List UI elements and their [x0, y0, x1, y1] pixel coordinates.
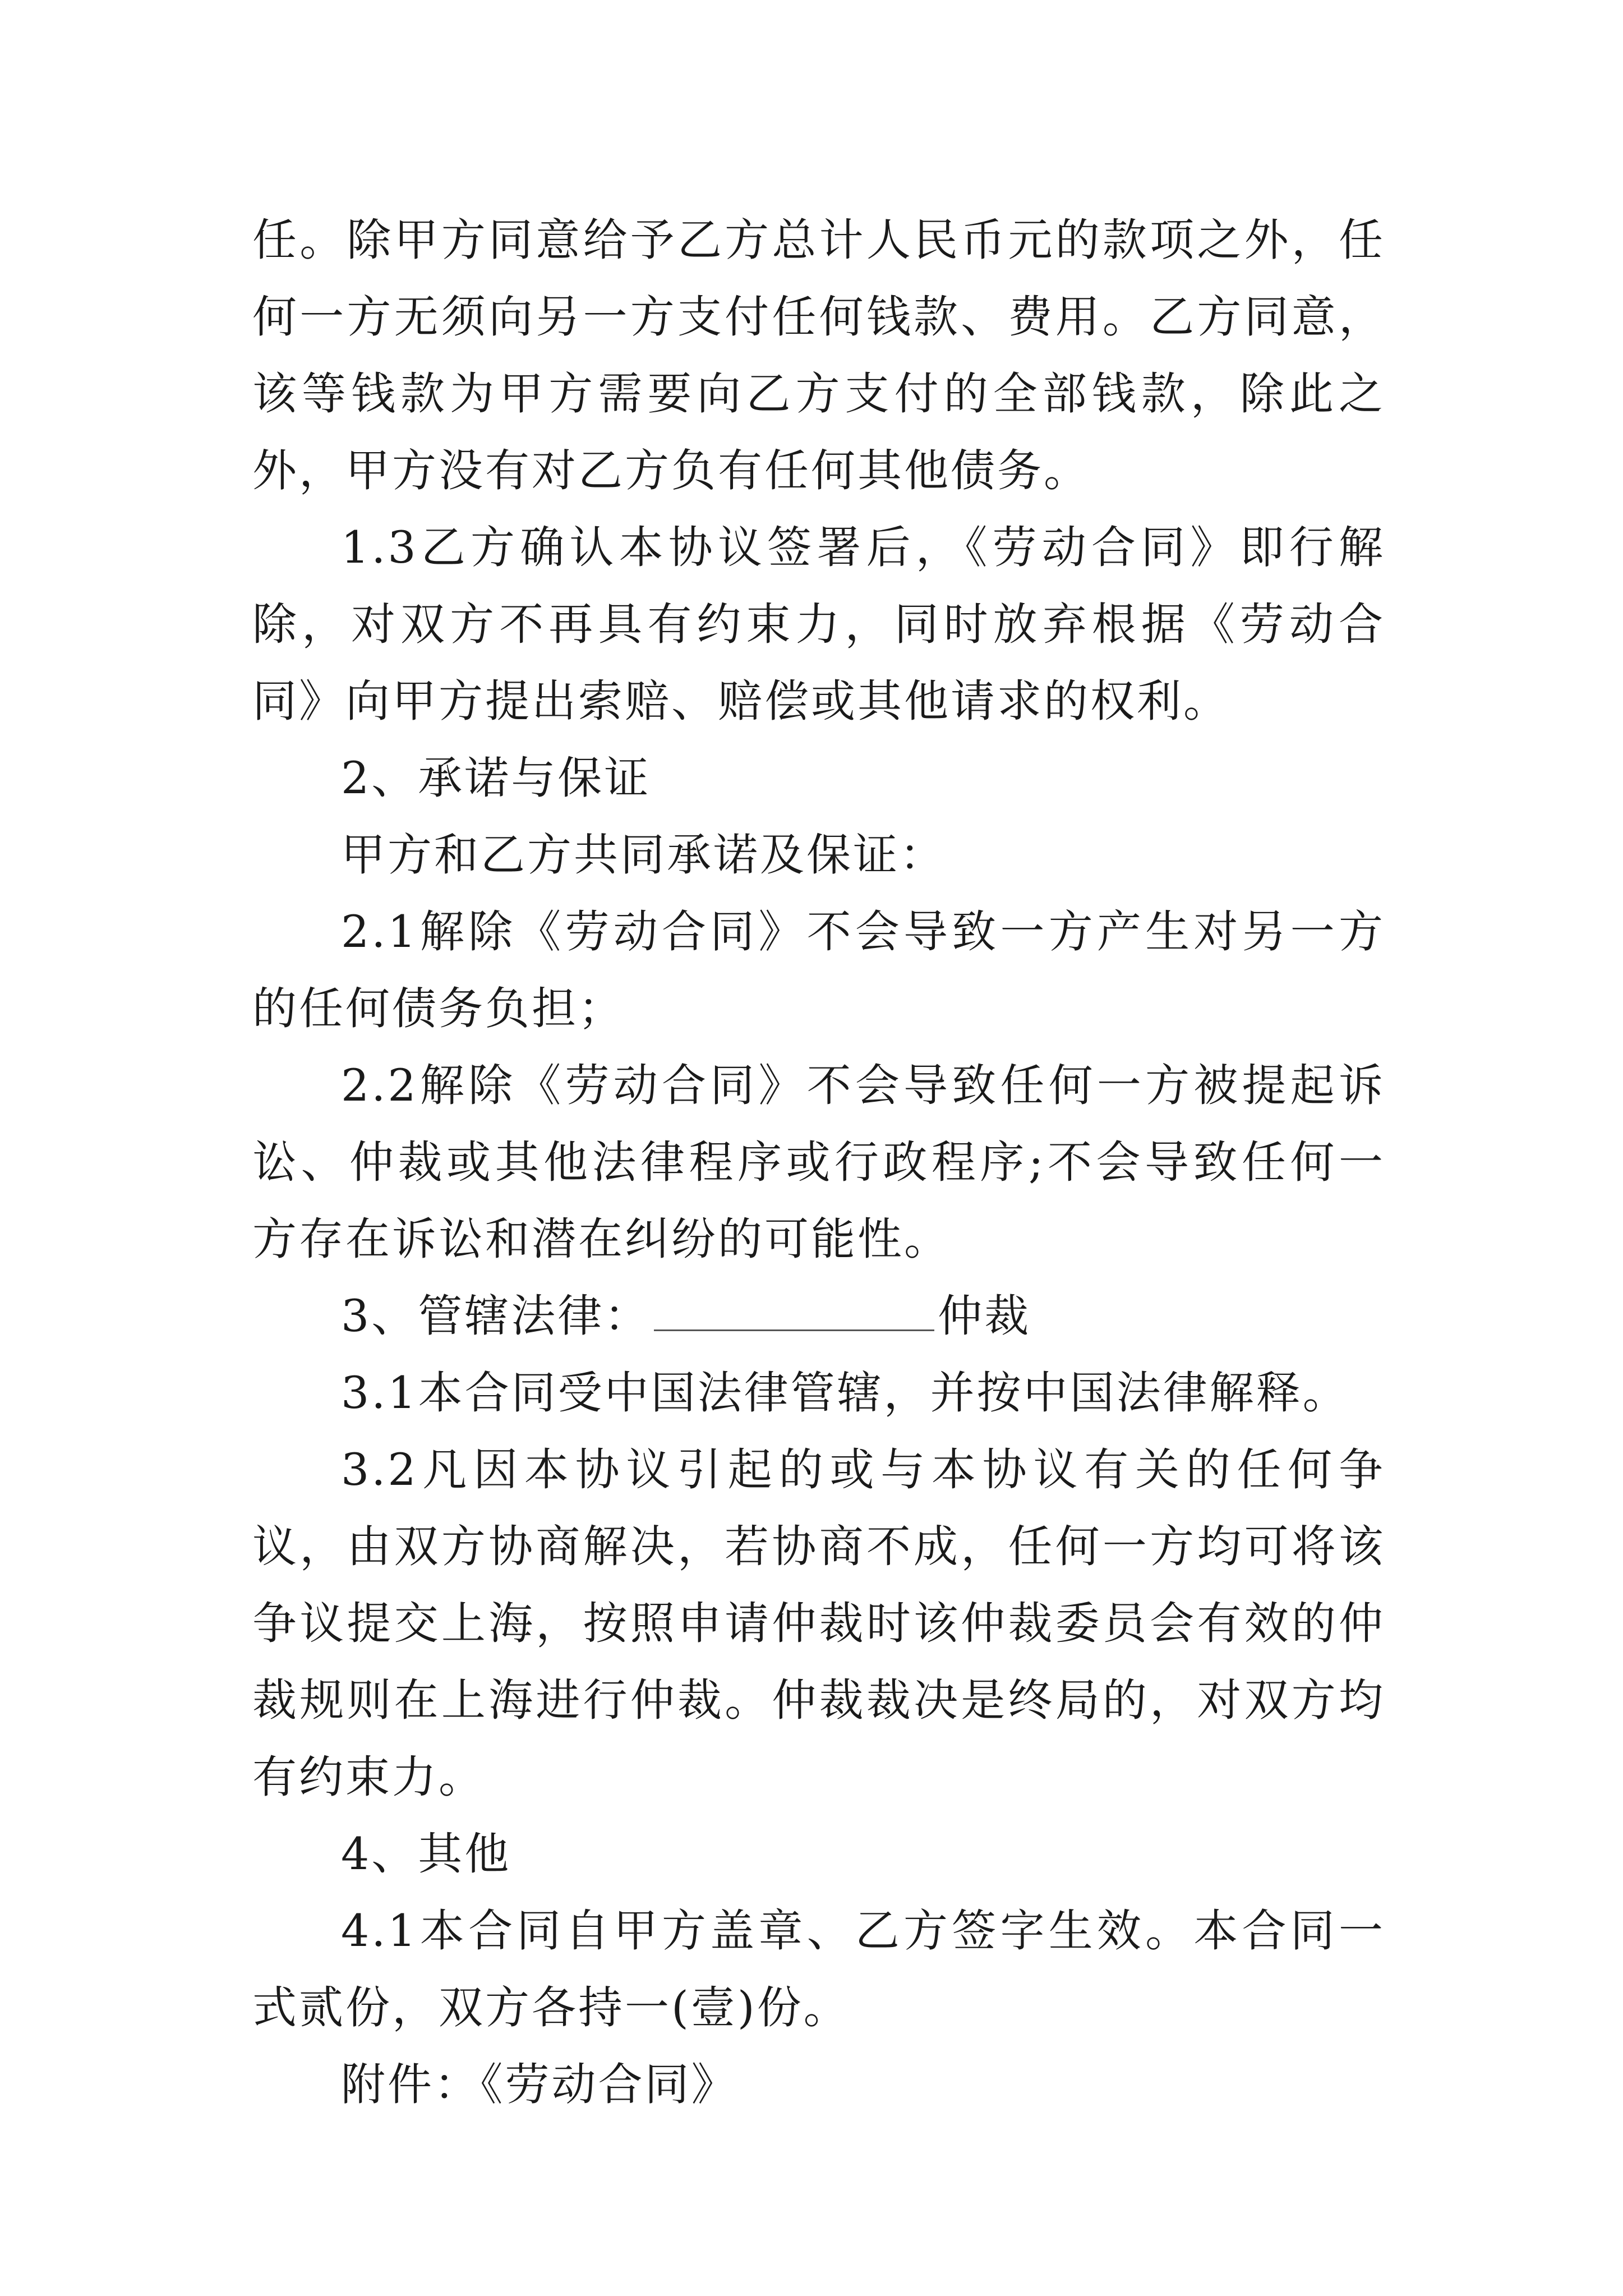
paragraph-compensation-continued: 任。除甲方同意给予乙方总计人民币元的款项之外，任何一方无须向另一方支付任何钱款、费用。乙方同意，该等钱款为甲方需要向乙方支付的全部钱款，除此之外，甲方没有对乙方负有任何其他债务。: [252, 214, 1385, 496]
section-heading-2: 2、承诺与保证: [341, 752, 651, 804]
section-heading-4: 4、其他: [341, 1828, 511, 1880]
clause-1-3: 1.3乙方确认本协议签署后，《劳动合同》即行解除，对双方不再具有约束力，同时放弃根据《劳动合同》向甲方提出索赔、赔偿或其他请求的权利。: [252, 522, 1385, 727]
clause-2-1: 2.1解除《劳动合同》不会导致一方产生对另一方的任何债务负担；: [252, 906, 1385, 1034]
clause-3-2: 3.2凡因本协议引起的或与本协议有关的任何争议，由双方协商解决，若协商不成，任何一方均可将该争议提交上海，按照申请仲裁时该仲裁委员会有效的仲裁规则在上海进行仲裁。仲裁裁决是终局的，对双方均有约束力。: [252, 1444, 1385, 1803]
clause-3-1: 3.1本合同受中国法律管辖，并按中国法律解释。: [341, 1367, 1349, 1419]
section-heading-3-label: 3、管辖法律：: [341, 1290, 651, 1342]
document-body: [252, 202, 1385, 2123]
clause-2-2: 2.2解除《劳动合同》不会导致任何一方被提起诉讼、仲裁或其他法律程序或行政程序;不会导致任何一方存在诉讼和潜在纠纷的可能性。: [252, 1060, 1385, 1265]
attachment-line: 附件：《劳动合同》: [341, 2059, 738, 2110]
fill-in-blank-line: [654, 1296, 934, 1331]
section-heading-3-suffix: 仲裁: [938, 1290, 1031, 1342]
section-heading-3: [252, 1278, 1385, 1355]
section-2-intro: 甲方和乙方共同承诺及保证：: [341, 829, 946, 881]
clause-4-1: 4.1本合同自甲方盖章、乙方签字生效。本合同一式贰份，双方各持一(壹)份。: [252, 1905, 1385, 2033]
